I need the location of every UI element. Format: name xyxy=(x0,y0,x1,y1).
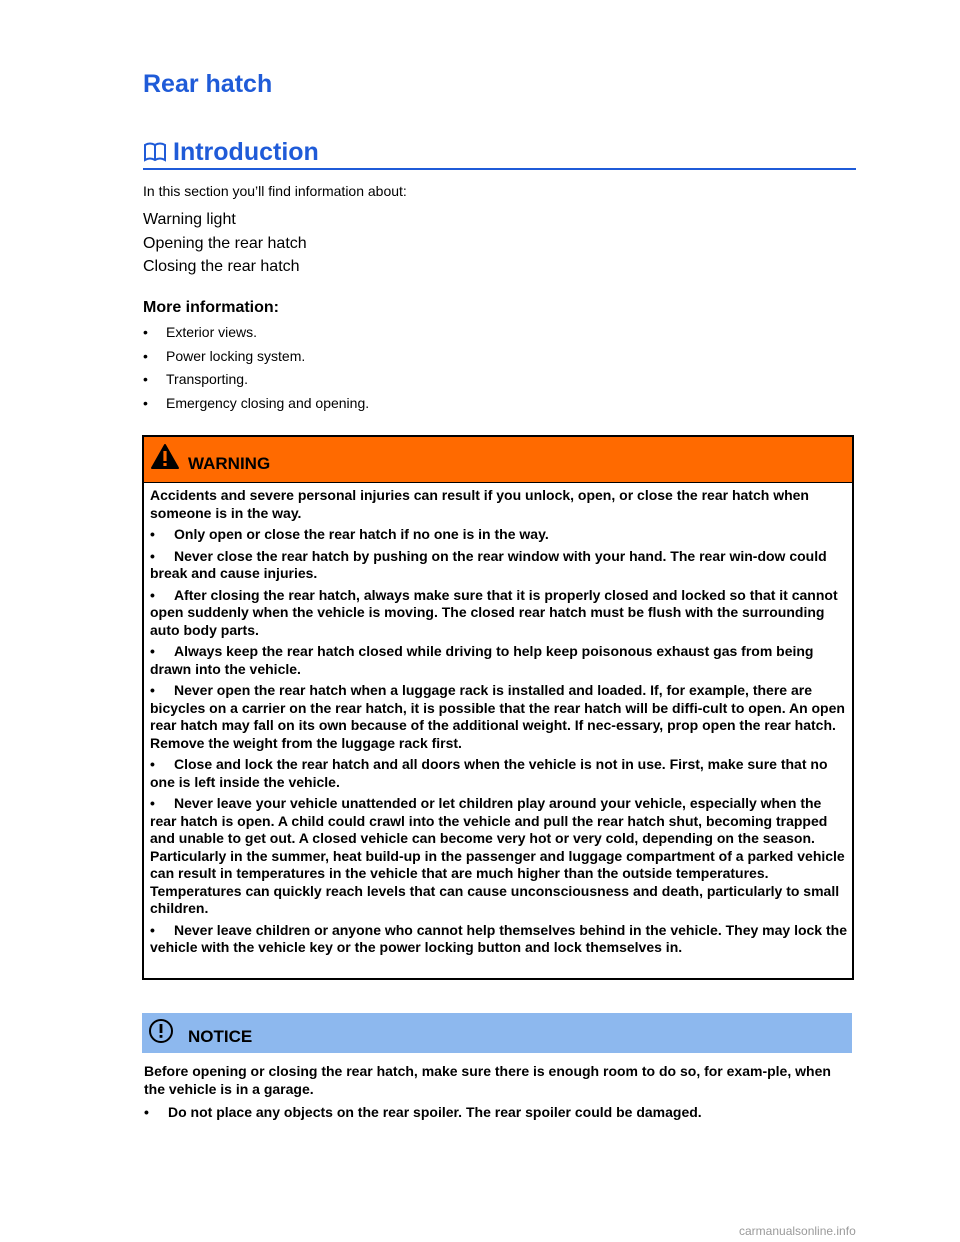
warning-item xyxy=(150,756,847,791)
warning-item-text: Never leave children or anyone who cannot help themselves behind in the vehicle. They may lock the vehicle with the vehicle key or the power locking button and lock themselves in. xyxy=(150,921,847,955)
warning-intro: Accidents and severe personal injuries can result if you unlock, open, or close the rear hatch when someone is in the way. xyxy=(150,487,809,521)
warning-triangle-icon xyxy=(150,443,180,470)
warning-header xyxy=(144,437,852,483)
notice-exclamation-icon xyxy=(148,1018,174,1044)
warning-item xyxy=(150,587,847,640)
bullet: • xyxy=(143,371,148,387)
warning-item xyxy=(150,548,847,583)
warning-item-text: Only open or close the rear hatch if no one is in the way. xyxy=(174,526,549,542)
topic-item[interactable]: Closing the rear hatch xyxy=(143,258,300,275)
warning-item-text: After closing the rear hatch, always make sure that it is properly closed and locked so that it cannot open suddenly when the vehicle is moving. The closed rear hatch must be flush with the surrounding auto body parts. xyxy=(150,586,838,638)
more-info-item xyxy=(143,392,369,416)
warning-box xyxy=(142,435,854,980)
warning-item-text: Close and lock the rear hatch and all doors when the vehicle is not in use. First, make sure that no one is left inside the vehicle. xyxy=(150,756,828,790)
bullet: • xyxy=(150,682,155,698)
topic-item[interactable]: Warning light xyxy=(143,211,236,228)
warning-item-text: Always keep the rear hatch closed while driving to help keep poisonous exhaust gas from being drawn into the vehicle. xyxy=(150,643,814,677)
more-info-item xyxy=(143,321,369,345)
notice-item-text: Do not place any objects on the rear spoiler. The rear spoiler could be damaged. xyxy=(168,1104,702,1120)
bullet: • xyxy=(150,795,155,811)
warning-label: WARNING xyxy=(188,453,271,473)
intro-text: In this section you’ll find information about: xyxy=(143,183,407,199)
bullet: • xyxy=(150,756,155,772)
warning-item-text: Never close the rear hatch by pushing on the rear window with your hand. The rear win-dow could break and cause injuries. xyxy=(150,547,827,581)
notice-item xyxy=(144,1104,852,1122)
bullet: • xyxy=(143,394,148,411)
more-info-heading: More information: xyxy=(143,299,279,316)
notice-header xyxy=(142,1013,852,1053)
watermark: carmanualsonline.info xyxy=(739,1224,856,1238)
more-info-list xyxy=(143,321,369,415)
warning-item xyxy=(150,922,847,957)
bullet: • xyxy=(150,643,155,659)
warning-body xyxy=(144,483,852,957)
more-info-item xyxy=(143,345,369,369)
bullet: • xyxy=(144,1104,149,1120)
bullet: • xyxy=(150,921,155,938)
notice-box xyxy=(142,1013,852,1122)
warning-item xyxy=(150,682,847,752)
warning-item xyxy=(150,795,847,918)
more-info-link[interactable]: Transporting. xyxy=(166,371,248,387)
notice-intro: Before opening or closing the rear hatch, make sure there is enough room to do so, for exam-ple, when the vehicle is in a garage. xyxy=(144,1063,831,1097)
bullet: • xyxy=(150,586,155,603)
warning-item-text: Never leave your vehicle unattended or let children play around your vehicle, especially when the rear hatch is open. A child could crawl into the vehicle and pull the rear hatch shut, becoming trapped and unable to get out. A closed vehicle can become very hot or very cold, depending on the season. Particularly in the summer, heat build-up in the passenger and luggage compartment of a parked vehicle can result in temperatures in the vehicle that are much higher than the outside temperatures. Temperatures can quickly reach levels that can cause unconsciousness and death, particularly to small children. xyxy=(150,795,845,916)
bullet: • xyxy=(143,347,148,364)
topic-list xyxy=(143,208,307,279)
section-heading xyxy=(143,136,856,170)
topic-item[interactable]: Opening the rear hatch xyxy=(143,234,307,252)
notice-label: NOTICE xyxy=(188,1027,253,1046)
bullet: • xyxy=(150,547,155,564)
warning-item-text: Never open the rear hatch when a luggage rack is installed and loaded. If, for example, there are bicycles on a carrier on the rear hatch, it is possible that the rear hatch will be diffi-cult to open. An open rear hatch may fall on its own because of the additional weight. If nec-essary, prop open the rear hatch. Remove the weight from the luggage rack first. xyxy=(150,682,845,751)
more-info-item xyxy=(143,368,369,392)
more-info-link[interactable]: Emergency closing and opening. xyxy=(166,394,370,411)
book-icon xyxy=(143,141,167,163)
notice-body xyxy=(142,1053,852,1122)
warning-item xyxy=(150,526,847,544)
bullet: • xyxy=(143,324,148,340)
section-title: Introduction xyxy=(173,138,319,166)
more-info-link[interactable]: Power locking system. xyxy=(166,347,306,364)
warning-item xyxy=(150,643,847,678)
chapter-title: Rear hatch xyxy=(143,70,273,98)
more-info-link[interactable]: Exterior views. xyxy=(166,324,258,340)
bullet: • xyxy=(150,526,155,542)
